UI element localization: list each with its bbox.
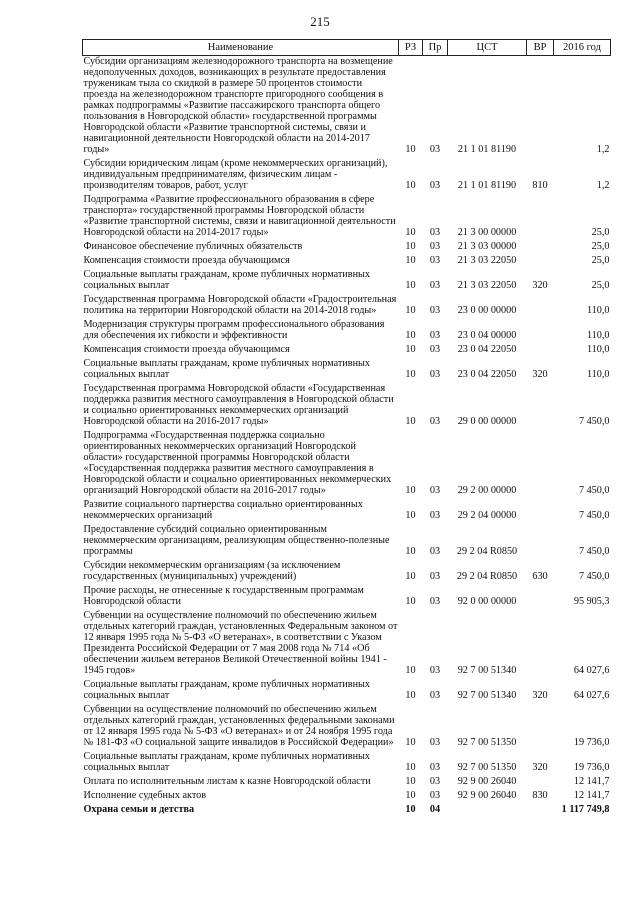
row-name: Развитие социального партнерства социально ориентированных некоммерческих организаций bbox=[83, 499, 363, 521]
row-rz: 10 bbox=[405, 571, 416, 582]
row-name: Субвенции на осуществление полномочий по обеспечению жильем отдельных категорий граждан, установленных федеральными законами от 12 января 1995 года № 5-ФЗ «О ветеранах» и от 24 ноября 1995 года № 181-ФЗ «О социальной защите инвалидов в Российской Федерации» bbox=[83, 704, 395, 748]
row-vr bbox=[527, 524, 554, 560]
row-cst: 23 0 04 00000 bbox=[457, 330, 517, 341]
row-name: Субвенции на осуществление полномочий по обеспечению жильем отдельных категорий граждан, установленных Федеральным законом от 12 января 1995 года № 5-ФЗ «О ветеранах», в соответствии с Указом Президента Российской Федерации от 7 мая 2008 года № 714 «Об обеспечении жильем ветеранов Великой Отечественной войны 1941 - 1945 годов» bbox=[83, 610, 398, 676]
table-row bbox=[83, 294, 611, 319]
row-amount: 1 117 749,8 bbox=[561, 804, 610, 815]
row-rz: 10 bbox=[405, 369, 416, 380]
row-pr: 03 bbox=[429, 255, 441, 266]
row-cst: 92 7 00 51350 bbox=[457, 737, 517, 748]
table-row bbox=[83, 524, 611, 560]
row-rz: 10 bbox=[405, 255, 416, 266]
row-rz: 10 bbox=[405, 227, 416, 238]
row-name: Охрана семьи и детства bbox=[83, 804, 195, 815]
row-pr: 03 bbox=[429, 485, 441, 496]
row-vr: 810 bbox=[532, 180, 548, 191]
header-vr: ВР bbox=[527, 40, 554, 56]
row-amount: 25,0 bbox=[591, 255, 610, 266]
row-cst: 21 3 03 22050 bbox=[457, 280, 517, 291]
row-cst bbox=[448, 804, 527, 818]
budget-table bbox=[82, 39, 611, 818]
row-rz: 10 bbox=[405, 280, 416, 291]
row-vr: 320 bbox=[532, 280, 548, 291]
row-pr: 03 bbox=[429, 571, 441, 582]
table-row bbox=[83, 499, 611, 524]
row-rz: 10 bbox=[405, 510, 416, 521]
row-rz: 10 bbox=[405, 485, 416, 496]
table-row bbox=[83, 776, 611, 790]
row-name: Модернизация структуры программ профессионального образования для обеспечения их гибкости и эффективности bbox=[83, 319, 385, 341]
table-row bbox=[83, 255, 611, 269]
row-name: Компенсация стоимости проезда обучающимся bbox=[83, 255, 290, 266]
row-name: Предоставление субсидий социально ориентированным некоммерческим организациям, реализующим общественно-полезные программы bbox=[83, 524, 390, 557]
row-pr: 03 bbox=[429, 510, 441, 521]
row-vr bbox=[527, 804, 554, 818]
table-row bbox=[83, 383, 611, 430]
row-pr: 04 bbox=[429, 804, 441, 815]
table-row bbox=[83, 430, 611, 499]
row-amount: 64 027,6 bbox=[573, 690, 610, 701]
row-amount: 25,0 bbox=[591, 241, 610, 252]
table-row bbox=[83, 269, 611, 294]
row-amount: 7 450,0 bbox=[578, 416, 610, 427]
row-vr: 830 bbox=[532, 790, 548, 801]
row-vr bbox=[527, 585, 554, 610]
row-cst: 92 9 00 26040 bbox=[457, 790, 517, 801]
row-name: Государственная программа Новгородской области «Государственная поддержка развития местного самоуправления в Новгородской области и социально ориентированных некоммерческих организаций Новгородской области на 2016-2017 годы» bbox=[83, 383, 394, 427]
row-pr: 03 bbox=[429, 144, 441, 155]
row-vr bbox=[527, 704, 554, 751]
row-cst: 21 1 01 81190 bbox=[457, 144, 517, 155]
row-name: Финансовое обеспечение публичных обязательств bbox=[83, 241, 303, 252]
row-pr: 03 bbox=[429, 762, 441, 773]
row-name: Социальные выплаты гражданам, кроме публичных нормативных социальных выплат bbox=[83, 751, 370, 773]
row-rz: 10 bbox=[405, 665, 416, 676]
table-row bbox=[83, 679, 611, 704]
row-rz: 10 bbox=[405, 330, 416, 341]
row-name: Социальные выплаты гражданам, кроме публичных нормативных социальных выплат bbox=[83, 358, 370, 380]
row-cst: 21 3 03 22050 bbox=[457, 255, 517, 266]
row-amount: 110,0 bbox=[586, 330, 610, 341]
row-vr bbox=[527, 430, 554, 499]
row-amount: 25,0 bbox=[591, 280, 610, 291]
row-pr: 03 bbox=[429, 790, 441, 801]
row-name: Прочие расходы, не отнесенные к государственным программам Новгородской области bbox=[83, 585, 364, 607]
row-amount: 7 450,0 bbox=[578, 485, 610, 496]
row-vr bbox=[527, 610, 554, 679]
row-amount: 7 450,0 bbox=[578, 546, 610, 557]
row-pr: 03 bbox=[429, 344, 441, 355]
row-name: Субсидии юридическим лицам (кроме некоммерческих организаций), индивидуальным предпринимателям, физическим лицам - производителям товаров, работ, услуг bbox=[83, 158, 388, 191]
row-vr bbox=[527, 776, 554, 790]
row-cst: 92 9 00 26040 bbox=[457, 776, 517, 787]
table-row bbox=[83, 319, 611, 344]
row-vr bbox=[527, 294, 554, 319]
table-row bbox=[83, 158, 611, 194]
row-name: Подпрограмма «Государственная поддержка социально ориентированных некоммерческих организаций Новгородской области» государственной программы Новгородской области «Государственная поддержка развития местного самоуправления в Новгородской области и социально ориентированных некоммерческих организаций Новгородской области на 2016-2017 годы» bbox=[83, 430, 392, 496]
row-amount: 19 736,0 bbox=[573, 762, 610, 773]
table-row bbox=[83, 804, 611, 818]
row-name: Государственная программа Новгородской области «Градостроительная политика на территории Новгородской области на 2014-2018 годы» bbox=[83, 294, 397, 316]
row-pr: 03 bbox=[429, 280, 441, 291]
row-rz: 10 bbox=[405, 596, 416, 607]
row-rz: 10 bbox=[405, 737, 416, 748]
row-rz: 10 bbox=[405, 344, 416, 355]
table-header-row bbox=[83, 40, 611, 56]
table-row bbox=[83, 585, 611, 610]
row-name: Компенсация стоимости проезда обучающимся bbox=[83, 344, 290, 355]
row-rz: 10 bbox=[405, 804, 416, 815]
table-row bbox=[83, 241, 611, 255]
row-pr: 03 bbox=[429, 546, 441, 557]
row-name: Социальные выплаты гражданам, кроме публичных нормативных социальных выплат bbox=[83, 269, 370, 291]
row-amount: 7 450,0 bbox=[578, 571, 610, 582]
row-vr: 630 bbox=[532, 571, 548, 582]
row-name: Субсидии некоммерческим организациям (за исключением государственных (муниципальных) учреждений) bbox=[83, 560, 341, 582]
row-rz: 10 bbox=[405, 776, 416, 787]
row-amount: 19 736,0 bbox=[573, 737, 610, 748]
table-row bbox=[83, 610, 611, 679]
row-name: Исполнение судебных актов bbox=[83, 790, 207, 801]
table-row bbox=[83, 751, 611, 776]
row-vr bbox=[527, 499, 554, 524]
row-amount: 25,0 bbox=[591, 227, 610, 238]
table-row bbox=[83, 560, 611, 585]
row-vr bbox=[527, 56, 554, 159]
row-pr: 03 bbox=[429, 737, 441, 748]
row-cst: 21 3 00 00000 bbox=[457, 227, 517, 238]
row-rz: 10 bbox=[405, 762, 416, 773]
header-pr: Пр bbox=[423, 40, 448, 56]
table-row bbox=[83, 194, 611, 241]
row-cst: 92 7 00 51340 bbox=[457, 665, 517, 676]
row-cst: 92 0 00 00000 bbox=[457, 596, 517, 607]
row-vr bbox=[527, 255, 554, 269]
header-year: 2016 год bbox=[554, 40, 611, 56]
row-pr: 03 bbox=[429, 227, 441, 238]
row-rz: 10 bbox=[405, 690, 416, 701]
row-vr: 320 bbox=[532, 762, 548, 773]
row-amount: 1,2 bbox=[596, 144, 610, 155]
row-cst: 29 2 04 R0850 bbox=[456, 571, 518, 582]
row-amount: 7 450,0 bbox=[578, 510, 610, 521]
row-amount: 110,0 bbox=[586, 305, 610, 316]
row-cst: 29 2 04 R0850 bbox=[456, 546, 518, 557]
row-pr: 03 bbox=[429, 305, 441, 316]
header-rz: РЗ bbox=[399, 40, 423, 56]
row-cst: 23 0 00 00000 bbox=[457, 305, 517, 316]
row-rz: 10 bbox=[405, 790, 416, 801]
table-row bbox=[83, 56, 611, 159]
row-pr: 03 bbox=[429, 369, 441, 380]
header-name: Наименование bbox=[83, 40, 399, 56]
row-amount: 12 141,7 bbox=[573, 776, 610, 787]
row-amount: 95 905,3 bbox=[573, 596, 610, 607]
row-rz: 10 bbox=[405, 416, 416, 427]
row-cst: 29 0 00 00000 bbox=[457, 416, 517, 427]
table-body bbox=[83, 56, 611, 819]
row-amount: 12 141,7 bbox=[573, 790, 610, 801]
row-name: Оплата по исполнительным листам к казне Новгородской области bbox=[83, 776, 371, 787]
row-cst: 92 7 00 51350 bbox=[457, 762, 517, 773]
table-row bbox=[83, 358, 611, 383]
row-name: Подпрограмма «Развитие профессионального образования в сфере транспорта» государственной программы Новгородской области «Развитие транспортной системы, связи и навигационной деятельности Новгородской области на 2014-2017 годы» bbox=[83, 194, 396, 238]
row-rz: 10 bbox=[405, 305, 416, 316]
row-pr: 03 bbox=[429, 690, 441, 701]
row-vr bbox=[527, 383, 554, 430]
row-amount: 1,2 bbox=[596, 180, 610, 191]
row-rz: 10 bbox=[405, 546, 416, 557]
row-cst: 29 2 04 00000 bbox=[457, 510, 517, 521]
row-cst: 21 3 03 00000 bbox=[457, 241, 517, 252]
row-vr bbox=[527, 344, 554, 358]
row-pr: 03 bbox=[429, 330, 441, 341]
row-pr: 03 bbox=[429, 180, 441, 191]
row-rz: 10 bbox=[405, 144, 416, 155]
table-row bbox=[83, 790, 611, 804]
row-pr: 03 bbox=[429, 776, 441, 787]
row-name: Социальные выплаты гражданам, кроме публичных нормативных социальных выплат bbox=[83, 679, 370, 701]
row-name: Субсидии организациям железнодорожного транспорта на возмещение недополученных доходов, возникающих в результате предоставления труженикам тыла со скидкой в размере 50 процентов стоимости проезда на железнодорожном транспорте пригородного сообщения в рамках подпрограммы «Развитие пассажирского транспорта общего пользования в Новгородской области» государственной программы Новгородской области «Развитие транспортной системы, связи и навигационной деятельности Новгородской области на 2014-2017 годы» bbox=[83, 56, 393, 155]
row-vr: 320 bbox=[532, 369, 548, 380]
row-amount: 110,0 bbox=[586, 344, 610, 355]
row-vr: 320 bbox=[532, 690, 548, 701]
header-cst: ЦСТ bbox=[448, 40, 527, 56]
table-row bbox=[83, 704, 611, 751]
row-amount: 110,0 bbox=[586, 369, 610, 380]
table-row bbox=[83, 344, 611, 358]
row-rz: 10 bbox=[405, 241, 416, 252]
row-cst: 92 7 00 51340 bbox=[457, 690, 517, 701]
row-vr bbox=[527, 319, 554, 344]
row-vr bbox=[527, 241, 554, 255]
row-rz: 10 bbox=[405, 180, 416, 191]
row-pr: 03 bbox=[429, 665, 441, 676]
row-cst: 23 0 04 22050 bbox=[457, 369, 517, 380]
row-pr: 03 bbox=[429, 241, 441, 252]
row-pr: 03 bbox=[429, 416, 441, 427]
row-cst: 23 0 04 22050 bbox=[457, 344, 517, 355]
row-cst: 29 2 00 00000 bbox=[457, 485, 517, 496]
row-vr bbox=[527, 194, 554, 241]
row-amount: 64 027,6 bbox=[573, 665, 610, 676]
row-cst: 21 1 01 81190 bbox=[457, 180, 517, 191]
row-pr: 03 bbox=[429, 596, 441, 607]
page-number: 215 bbox=[310, 14, 330, 29]
